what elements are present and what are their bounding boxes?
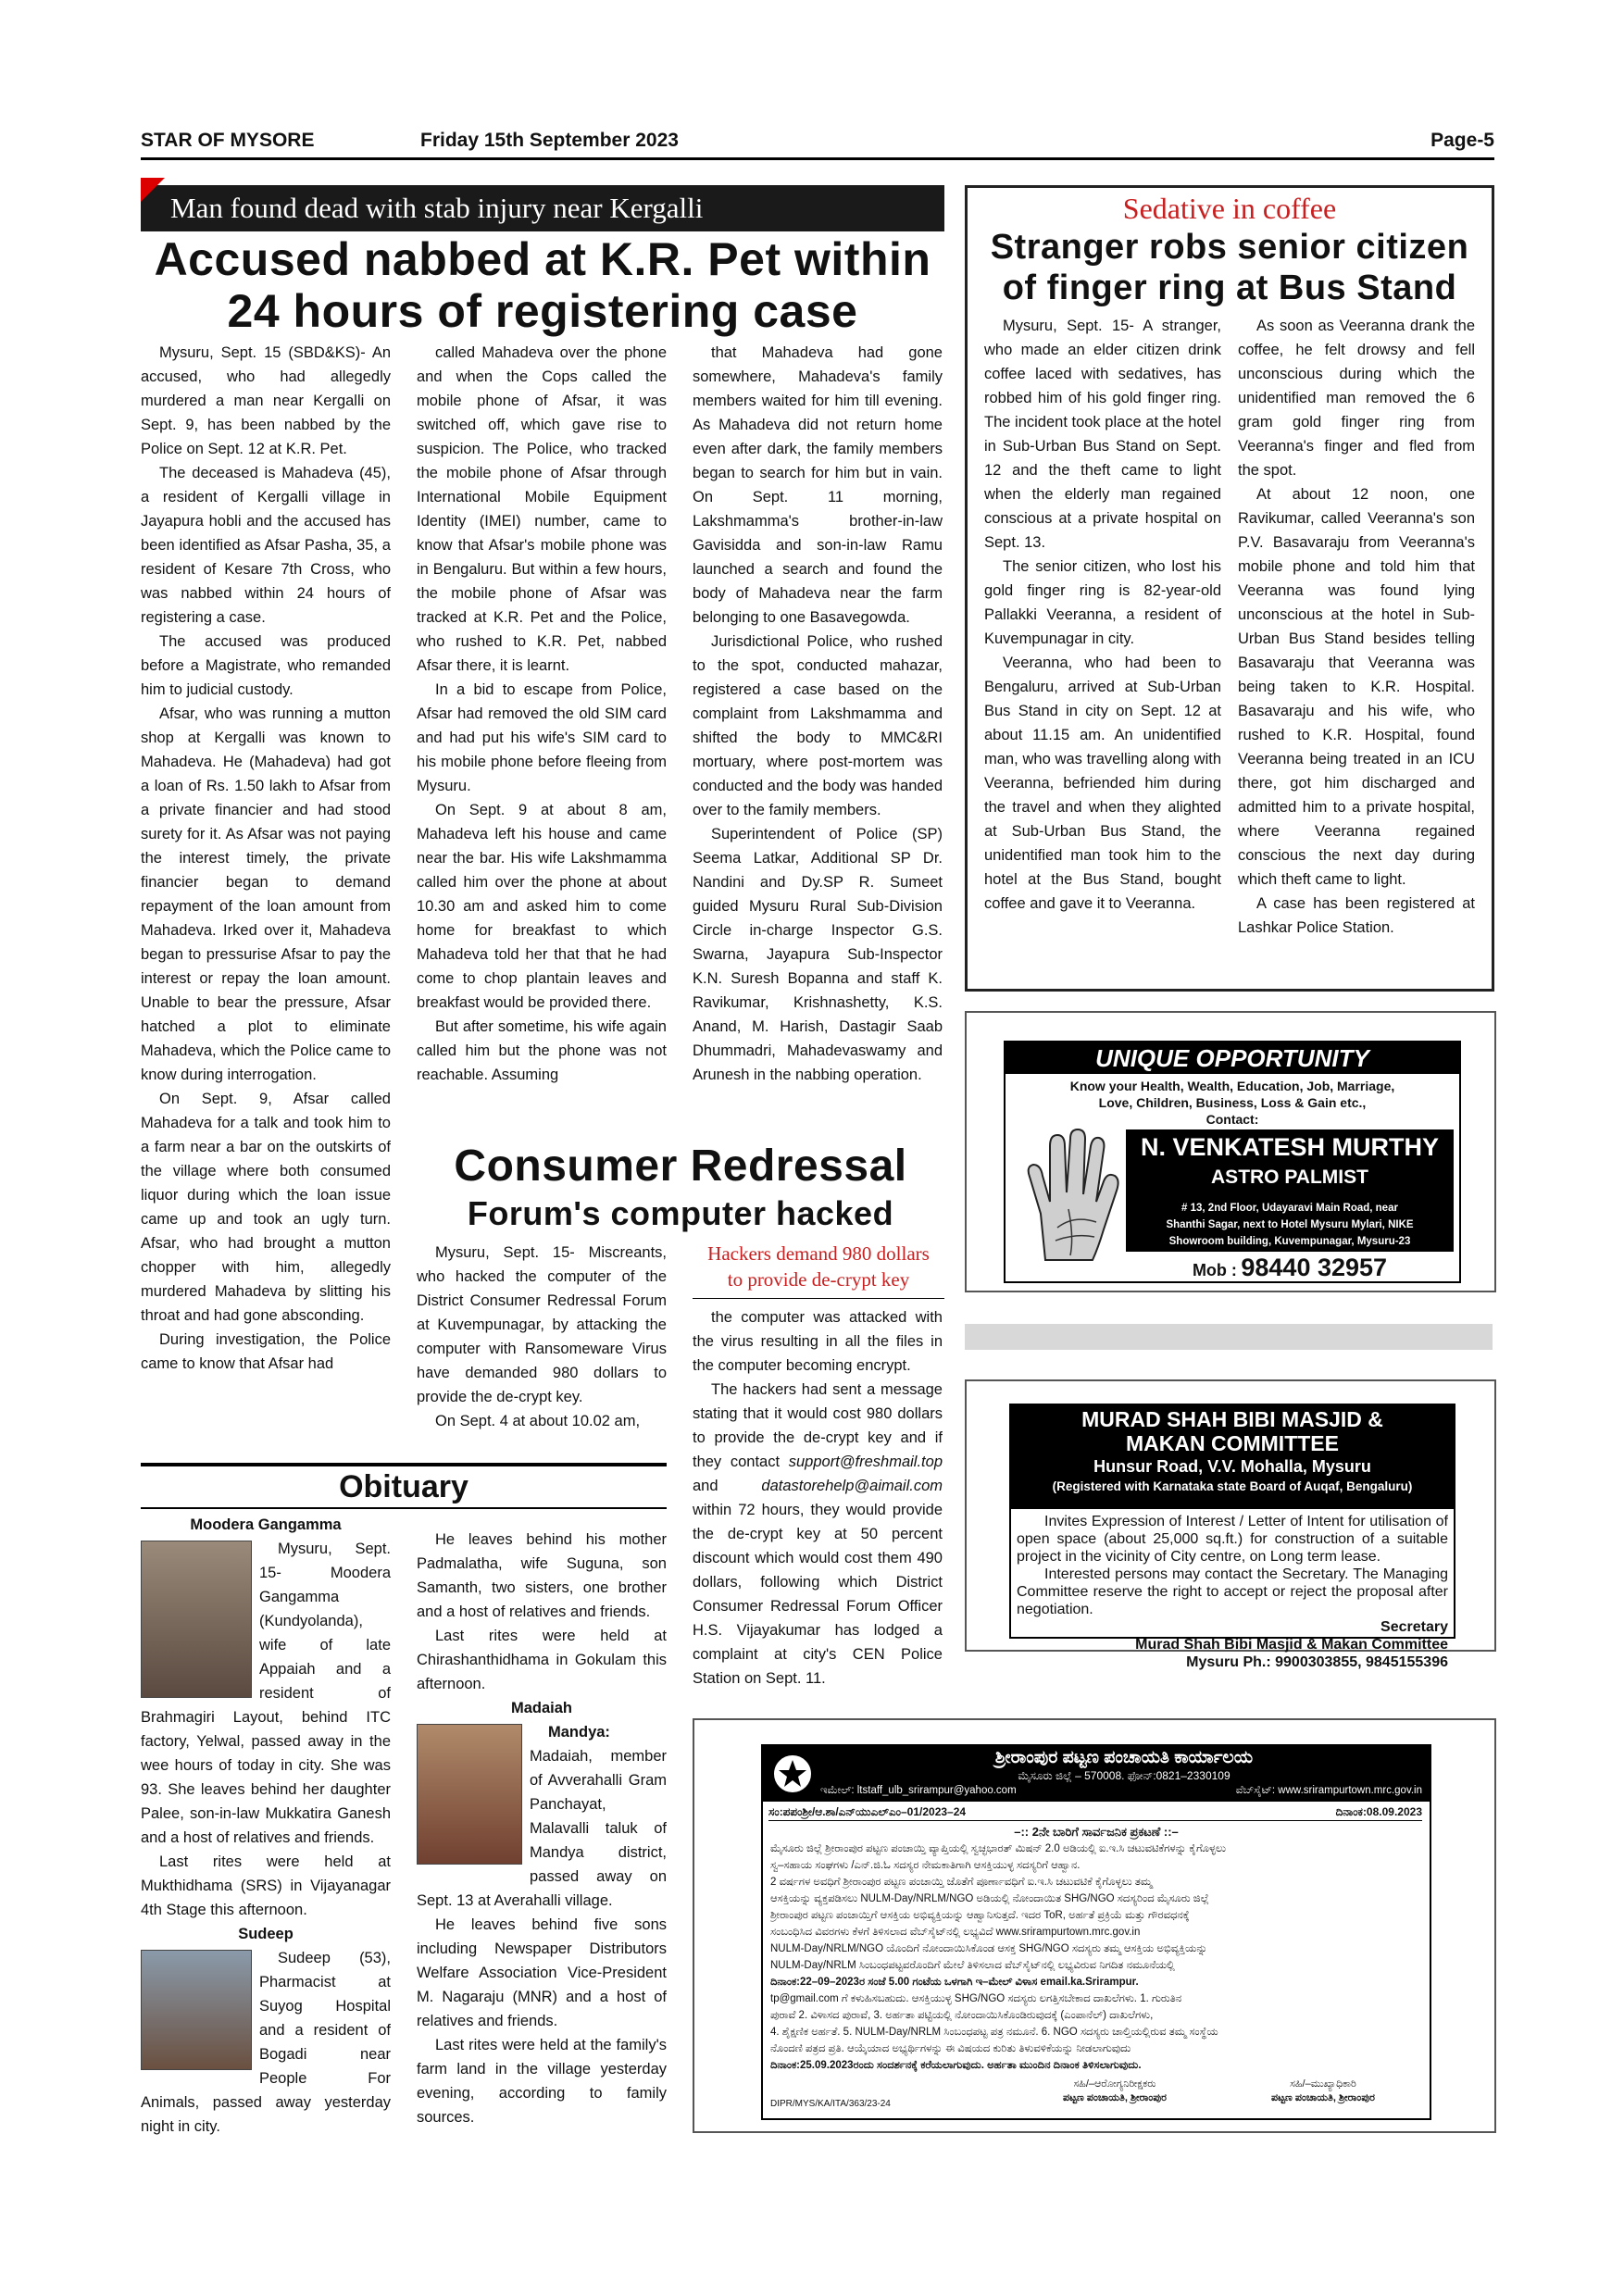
sedative-headline-line1: Stranger robs senior citizen	[990, 228, 1469, 267]
palmist-name: N. VENKATESH MURTHY	[1140, 1133, 1439, 1161]
kannada-email: ಇಮೇಲ್: ltstaff_ulb_srirampur@yahoo.com	[820, 1785, 1017, 1796]
paragraph: that Mahadeva had gone somewhere, Mahadeva's family members waited for him till evening. As Mahadeva did not return home even after dark, the family members began to search for him but in vain. On Sept. 11 morning, Lakshmamma's brother-in-law Gavisidda and son-in-law Ramu launched a search and found the body of Mahadeva near the farm belonging to one Basavegowda.	[693, 344, 943, 626]
paragraph: At about 12 noon, one Ravikumar, called Veeranna's son P.V. Basavaraju from Veeranna's mobile phone and told him that Veeranna was found lying unconscious at the hotel in Sub-Urban Bus Stand besides telling Basavaraju that Veeranna was being taken to K.R. Hospital. Basavaraju and his wife, who rushed to K.R. Hospital, found Veeranna being treated in an ICU there, got him discharged and admitted him to a private hospital, where Veeranna regained conscious the next day during which theft came to light.	[1238, 486, 1475, 888]
paragraph: Mysuru, Sept. 15- Miscreants, who hacked the computer of the District Consumer Redressal Forum at Kuvempunagar, by attacking the computer with Ransomeware Virus have demanded 980 dollars to provide the de-crypt key.	[417, 1244, 667, 1405]
paragraph: Mysuru, Sept. 15 (SBD&KS)- An accused, who had allegedly murdered a man near Kergalli on Sept. 9, has been nabbed by the Police on Sept. 12 at K.R. Pet.	[141, 344, 391, 457]
consumer-headline: Consumer Redressal	[454, 1142, 907, 1191]
paragraph: The accused was produced before a Magistrate, who remanded him to judicial custody.	[141, 633, 391, 698]
consumer-strapline	[693, 1241, 944, 1299]
paragraph: The deceased is Mahadeva (45), a resident of Kergalli village in Jayapura hobli and the accused has been identified as Afsar Pasha, 35, a resident of Kesare 7th Cross, who was nabbed within 24 hours of registering a case.	[141, 465, 391, 626]
lead-headline-line1: Accused nabbed at K.R. Pet within	[154, 233, 931, 285]
palmist-inner	[1004, 1041, 1461, 1283]
kannada-reference: ಸಂ:ಪಪಂಶ್ರೀ/ಆ.ಶಾ/ಎನ್‌ಯುಎಲ್‌ಎಂ–01/2023–24	[768, 1805, 967, 1818]
notice-line: NULM-Day/NRLM/NGO ಯೊಂದಿಗೆ ನೋಂದಾಯಿಸಿಕೊಂಡ ಆಸಕ್ತ SHG/NGO ಸದಸ್ಯರು ತಮ್ಮ ಆಸಕ್ತಿಯ ಅಭಿವ್ಯಕ್ತಿಯನ್ನು	[770, 1943, 1207, 1954]
notice-line: 2 ವರ್ಷಗಳ ಅವಧಿಗೆ ಶ್ರೀರಾಂಪುರ ಪಟ್ಟಣ ಪಂಚಾಯ್ತಿ ಜೊತೆಗೆ ಪೂರ್ಣಾವಧಿಗೆ ಐ.ಇ.ಸಿ ಚಟುವಟಿಕೆ ಕೈಗೊಳ್ಳಲು ತಮ್ಮ	[770, 1877, 1153, 1888]
kannada-notice-title: –:: 2ನೇ ಬಾರಿಗೆ ಸಾರ್ವಜನಿಕ ಪ್ರಕಟಣೆ ::–	[1014, 1825, 1179, 1839]
paragraph: Superintendent of Police (SP) Seema Latkar, Additional SP Dr. Nandini and Dy.SP R. Sumeet guided Mysuru Rural Sub-Division Circle in-charge Inspector G.S. Swarna, Jayapura Sub-Inspector K.N. Suresh Bopanna and staff K. Ravikumar, Krishnashetty, K.S. Anand, M. Harish, Dastagir Saab Dhummadri, Mahadevaswamy and Arunesh in the nabbing operation.	[693, 826, 943, 1083]
masjid-inner	[1009, 1404, 1455, 1670]
masjid-title-block	[1011, 1405, 1454, 1509]
paragraph: Veeranna, who had been to Bengaluru, arrived at Sub-Urban Bus Stand in city on Sept. 12 at about 11.15 am. An unidentified man, who was travelling along with Veeranna, befriended him during the travel and when they alighted at Sub-Urban Bus Stand, the unidentified man took him to the hotel at the Bus Stand, bought coffee and gave it to Veeranna.	[984, 655, 1221, 912]
page-header	[141, 130, 1494, 160]
obituary-name: Madaiah	[510, 1700, 573, 1716]
obituary-photo	[141, 1950, 252, 2070]
palmist-tagline	[1006, 1078, 1459, 1128]
notice-line: ದಿನಾಂಕ:25.09.2023ರಂದು ಸಂದರ್ಶನಕ್ಕೆ ಕರೆಯಲಾಗುವುದು. ಅರ್ಹತಾ ಮುಂದಿನ ದಿನಾಂಕ ತಿಳಿಸಲಾಗುವುದು.	[770, 2060, 1142, 2071]
palmist-tagline-1: Know your Health, Wealth, Education, Job, Marriage,	[1069, 1079, 1395, 1093]
sign-left-title: ಸಹಿ/–ಆರೋಗ್ಯನಿರೀಕ್ಷಕರು	[1073, 2078, 1156, 2090]
paragraph: Afsar, who was running a mutton shop at Kergalli was known to Mahadeva. He (Mahadeva) had got a loan of Rs. 1.50 lakh to Afsar from a private financier and had stood surety for it. As Afsar was not paying the interest timely, the private financier began to demand repayment of the loan amount from Mahadeva. Irked over it, Mahadeva began to pressurise Afsar to pay the interest or repay the loan amount. Unable to bear the pressure, Afsar hatched a plot to eliminate Mahadeva, which the Police came to know during interrogation.	[141, 705, 391, 1083]
kannada-sign-left	[1022, 2078, 1207, 2105]
kannada-sign-right	[1226, 2078, 1420, 2105]
notice-line: ಪುರಾವೆ 2. ವಿಳಾಸದ ಪುರಾವೆ, 3. ಅರ್ಹತಾ ಪಟ್ಟಿಯಲ್ಲಿ ನೋಂದಾಯಿಸಿಕೊಂಡಿರುವುದಕ್ಕೆ (ಎಂಪಾನೆಲ್) ದಾಖಲೆಗಳು,	[770, 2010, 1154, 2021]
paragraph: the computer was attacked with the virus resulting in all the files in the computer becoming encrypt.	[693, 1309, 943, 1374]
kannada-notice-inner	[761, 1744, 1431, 2120]
sedative-headline	[968, 227, 1492, 308]
palmist-address-2: Shanthi Sagar, next to Hotel Mysuru Mylari, NIKE	[1166, 1219, 1414, 1230]
text-run: within 72 hours, they would provide the de-crypt key at 50 percent discount which would cost them 490 dollars, following which District Consumer Redressal Forum Officer H.S. Vijayakumar has lodged a complaint at city's CEN Police Station on Sept. 11.	[693, 1502, 943, 1687]
page-number: Page-5	[1430, 130, 1494, 151]
sedative-column-1	[984, 314, 1221, 916]
consumer-column-1	[417, 1241, 667, 1433]
obituary-photo	[141, 1541, 252, 1698]
kannada-ref-row	[768, 1803, 1422, 1821]
paragraph: On Sept. 9 at about 8 am, Mahadeva left his house and came near the bar. His wife Lakshmamma called him over the phone at about 10.30 am and asked him to come home for breakfast to which Mahadeva told her that that he had come to chop plantain leaves and breakfast would be provided there.	[417, 802, 667, 1011]
lead-kicker-text: Man found dead with stab injury near Kergalli	[170, 192, 704, 224]
paragraph: But after sometime, his wife again called him but the phone was not reachable. Assuming	[417, 1018, 667, 1083]
masjid-address: Hunsur Road, V.V. Mohalla, Mysuru	[1093, 1457, 1371, 1476]
sign-left-office: ಪಟ್ಟಣ ಪಂಚಾಯತಿ, ಶ್ರೀರಾಂಪುರ	[1063, 2092, 1167, 2103]
paragraph: As soon as Veeranna drank the coffee, he felt drowsy and fell unconscious during which the unidentified man removed the 6 gram gold finger ring from Veeranna's finger and fled from the spot.	[1238, 318, 1475, 479]
notice-line: ಶ್ರೀರಾಂಪುರ ಪಟ್ಟಣ ಪಂಚಾಯ್ತಿಗೆ ಆಸಕ್ತಿಯ ಅಭಿವ್ಯಕ್ತಿಯನ್ನು ಆಹ್ವಾನಿಸುತ್ತದೆ. ಇದರ ToR, ಅರ್ಹತೆ ಪ್ರಕ್ರಿಯೆ ಮತ್ತು ಗೌರವಧನಕ್ಕೆ	[770, 1910, 1190, 1921]
palmist-mobile	[1126, 1254, 1454, 1282]
lead-column-3	[693, 341, 943, 1087]
obituary-column-2	[417, 1528, 667, 2129]
paragraph: Mysuru, Sept. 15- A stranger, who made an elder citizen drink coffee laced with sedatives, has robbed him of his gold finger ring. The incident took place at the hotel in Sub-Urban Bus Stand on Sept. 12 and the theft came to light when the elderly man regained conscious at a private hospital on Sept. 13.	[984, 318, 1221, 551]
notice-line: NULM-Day/NRLM ಸಿಂಬಂಧಪಟ್ಟವರೊಂದಿಗೆ ಮೇಲೆ ತಿಳಿಸಲಾದ ವೆಬ್‌ಸೈಟ್‌ನಲ್ಲಿ ಲಭ್ಯವಿರುವ ನಿಗದಿತ ನಮೂನೆಯಲ್ಲಿ	[770, 1960, 1175, 1971]
palmist-title: ASTRO PALMIST	[1211, 1167, 1368, 1188]
notice-line: ಆಸಕ್ತಿಯನ್ನು ವ್ಯಕ್ತಪಡಿಸಲು NULM-Day/NRLM/NGO ಅಡಿಯಲ್ಲಿ ನೋಂದಾಯಿತ SHG/NGO ಸದಸ್ಯರಿಂದ ಮೈಸೂರು ಜಿಲ್ಲೆ	[770, 1893, 1209, 1904]
lead-column-1	[141, 341, 391, 1376]
obituary-title: Obituary	[339, 1469, 468, 1504]
consumer-strapline-2: to provide de-crypt key	[727, 1268, 910, 1291]
paragraph: On Sept. 4 at about 10.02 am,	[435, 1413, 641, 1429]
masjid-body	[1017, 1513, 1448, 1671]
kannada-website: ವೆಬ್‌ಸೈಟ್: www.srirampurtown.mrc.gov.in	[1235, 1785, 1422, 1796]
kannada-date: ದಿನಾಂಕ:08.09.2023	[1335, 1805, 1422, 1818]
palmist-name-block	[1126, 1129, 1454, 1200]
kannada-district: ಮೈಸೂರು ಜಿಲ್ಲೆ – 570008. ಫೋನ್:0821–2330109	[1018, 1769, 1230, 1782]
kannada-notice-header	[763, 1746, 1430, 1802]
masjid-signatory: Secretary	[1380, 1619, 1448, 1635]
masjid-advert	[965, 1379, 1496, 1670]
kannada-notice-body	[770, 1841, 1422, 2074]
lead-headline	[141, 233, 944, 337]
notice-line: tp@gmail.com ಗೆ ಕಳುಹಿಸಬಹುದು. ಆಸಕ್ತಿಯುಳ್ಳ SHG/NGO ಸದಸ್ಯರು ಲಗತ್ತಿಸಬೇಕಾದ ದಾಖಲೆಗಳು. 1. ಗುರುತಿನ	[770, 1993, 1182, 2004]
email-address: support@freshmail.top	[788, 1454, 943, 1470]
obituary-photo	[417, 1724, 522, 1865]
palmist-address	[1126, 1200, 1454, 1252]
consumer-strapline-1: Hackers demand 980 dollars	[707, 1242, 930, 1265]
paragraph: A case has been registered at Lashkar Police Station.	[1238, 895, 1475, 936]
sedative-column-2	[1238, 314, 1475, 940]
lead-column-2	[417, 341, 667, 1087]
kannada-notice-advert	[693, 1718, 1496, 2133]
paragraph: He leaves behind five sons including Newspaper Distributors Welfare Association Vice-President M. Nagaraju (MNR) and a host of relatives and friends.	[417, 1916, 667, 2029]
palmist-banner: UNIQUE OPPORTUNITY	[1006, 1042, 1459, 1074]
paragraph: Mysuru, Sept. 15- Moodera Gangamma (Kundyolanda), wife of late Appaiah and a resident of Brahmagiri Layout, behind ITC factory, Yelwal, passed away in the wee hours of today in city. She was 93. She leaves behind her daughter Palee, son-in-law Mukkatira Ganesh and a host of relatives and friends.	[141, 1541, 391, 1846]
sedative-headline-line2: of finger ring at Bus Stand	[1002, 268, 1457, 307]
lead-kicker	[141, 185, 944, 231]
palmist-contact-label: Contact:	[1206, 1112, 1259, 1127]
email-address: datastorehelp@aimail.com	[761, 1478, 943, 1494]
masjid-registration: (Registered with Karnataka state Board of Auqaf, Bengaluru)	[1052, 1479, 1413, 1493]
sign-right-title: ಸಹಿ/–ಮುಖ್ಯಾಧಿಕಾರಿ	[1290, 2078, 1356, 2090]
masjid-signatory-org: Murad Shah Bibi Masjid & Makan Committee	[1135, 1637, 1448, 1653]
paragraph: Jurisdictional Police, who rushed to the spot, conducted mahazar, registered a case based on the complaint from Lakshmamma and shifted the body to MMC&RI mortuary, where post-mortem was conducted and the body was handed over to the family members.	[693, 633, 943, 818]
notice-line: ಮೈಸೂರು ಜಿಲ್ಲೆ ಶ್ರೀರಾಂಪುರ ಪಟ್ಟಣ ಪಂಚಾಯ್ತಿ ವ್ಯಾಪ್ತಿಯಲ್ಲಿ ಸ್ವಚ್ಛಭಾರತ್ ಮಿಷನ್ 2.0 ಅಡಿಯಲ್ಲಿ ಐ.ಇ.ಸಿ ಚಟುವಟಿಕೆಗಳನ್ನು ಕೈಗೊಳ್ಳಲು	[770, 1843, 1227, 1854]
grey-divider	[965, 1324, 1493, 1350]
paragraph: Sudeep (53), Pharmacist at Suyog Hospital and a resident of Bogadi near People For Animals, passed away yesterday night in city.	[141, 1950, 391, 2135]
paragraph: The senior citizen, who lost his gold finger ring is 82-year-old Pallakki Veeranna, a resident of Kuvempunagar in city.	[984, 558, 1221, 647]
consumer-subheadline: Forum's computer hacked	[467, 1194, 894, 1232]
dipr-code: DIPR/MYS/KA/ITA/363/23-24	[770, 2099, 891, 2109]
masjid-body-1: Invites Expression of Interest / Letter of Intent for utilisation of open space (about 25,000 sq.ft.) for construction of a suitable project in the vicinity of City centre, on Long term lease.	[1017, 1514, 1448, 1565]
paper-name: STAR OF MYSORE	[141, 130, 315, 151]
obituary-column-1	[141, 1513, 391, 2139]
notice-line: 4. ಶೈಕ್ಷಣಿಕ ಅರ್ಹತೆ. 5. NULM-Day/NRLM ಸಿಂಬಂಧಪಟ್ಟ ಪತ್ರ ನಮೂನೆ. 6. NGO ಸದಸ್ಯರು ಚಾಲ್ತಿಯಲ್ಲಿರುವ ತಮ್ಮ ಸಂಸ್ಥೆಯ	[770, 2027, 1218, 2038]
kicker-marker	[141, 178, 165, 202]
consumer-column-2	[693, 1305, 943, 1691]
palmist-address-3: Showroom building, Kuvempunagar, Mysuru-23	[1168, 1236, 1411, 1247]
sedative-story-box	[965, 185, 1494, 992]
sign-right-office: ಪಟ್ಟಣ ಪಂಚಾಯತಿ, ಶ್ರೀರಾಂಪುರ	[1271, 2092, 1375, 2103]
paragraph: On Sept. 9, Afsar called Mahadeva for a talk and took him to a farm near a bar on the outskirts of the village where both consumed liquor during which the loan issue came up and took an ugly turn. Afsar, who had brought a mutton chopper with him, allegedly murdered Mahadeva by slitting his throat and had gone absconding.	[141, 1091, 391, 1324]
notice-line: ನೊಂದಣಿ ಪತ್ರದ ಪ್ರತಿ. ಆಯ್ಕೆಯಾದ ಅಭ್ಯರ್ಥಿಗಳನ್ನು ಈ ವಿಷಯದ ಕುರಿತು ತಿಳುವಳಿಕೆಯನ್ನು ನೀಡಲಾಗುವುದು	[770, 2043, 1131, 2054]
masjid-title-1: MURAD SHAH BIBI MASJID &	[1081, 1407, 1383, 1431]
dateline-place: Mandya:	[548, 1724, 610, 1741]
mobile-number: 98440 32957	[1241, 1254, 1388, 1281]
sedative-kicker: Sedative in coffee	[1122, 192, 1337, 225]
paragraph	[693, 1378, 943, 1691]
lead-headline-line2: 24 hours of registering case	[227, 285, 858, 337]
notice-line: ಸಂಬಂಧಿಸಿದ ವಿವರಗಳು ಕೆಳಗೆ ತಿಳಿಸಲಾದ ವೆಬ್‌ಸೈಟ್‌ನಲ್ಲಿ ಲಭ್ಯವಿದೆ www.srirampurtown.mrc.gov.in	[770, 1927, 1141, 1938]
paragraph: He leaves behind his mother Padmalatha, wife Suguna, son Samanth, two sisters, one brother and a host of relatives and friends.	[417, 1531, 667, 1620]
obituary-name: Sudeep	[238, 1926, 294, 1942]
masjid-title-2: MAKAN COMMITTEE	[1126, 1431, 1339, 1455]
paragraph: Last rites were held at Mukthidhama (SRS) in Vijayanagar 4th Stage this afternoon.	[141, 1853, 391, 1918]
issue-date: Friday 15th September 2023	[420, 130, 679, 151]
paragraph: Last rites were held at Chirashanthidhama in Gokulam this afternoon.	[417, 1628, 667, 1692]
obituary-header	[141, 1463, 667, 1509]
palmist-address-1: # 13, 2nd Floor, Udayaravi Main Road, near	[1181, 1203, 1398, 1214]
notice-line: ಸ್ವ–ಸಹಾಯ ಸಂಘಗಳು /ಎನ್.ಜಿ.ಓ ಸದಸ್ಯರ ನೇಮಕಾತಿಗಾಗಿ ಆಸಕ್ತಿಯುಳ್ಳ ಸದಸ್ಯರಿಗೆ ಆಹ್ವಾನ.	[770, 1860, 1081, 1871]
paragraph: Last rites were held at the family's farm land in the village yesterday evening, according to family sources.	[417, 2037, 667, 2126]
obituary-name: Moodera Gangamma	[190, 1516, 342, 1533]
palmist-advert	[965, 1011, 1496, 1292]
text-run: The hackers had sent a message stating that it would cost 980 dollars to provide the de-crypt key and if they contact	[693, 1381, 943, 1470]
text-run: and	[693, 1478, 762, 1494]
kannada-office-name: ಶ್ರೀರಾಂಪುರ ಪಟ್ಟಣ ಪಂಚಾಯತಿ ಕಾರ್ಯಾಲಯ	[994, 1748, 1254, 1767]
palmist-tagline-2: Love, Children, Business, Loss & Gain etc.,	[1098, 1095, 1367, 1110]
masjid-phone: Mysuru Ph.: 9900303855, 9845155396	[1186, 1654, 1448, 1670]
paragraph: In a bid to escape from Police, Afsar had removed the old SIM card and had put his wife's SIM card to his mobile phone before fleeing from Mysuru.	[417, 681, 667, 794]
mobile-label: Mob :	[1192, 1261, 1237, 1279]
paragraph: called Mahadeva over the phone and when the Cops called the mobile phone of Afsar, it was switched off, which gave rise to suspicion. The Police, who tracked the mobile phone of Afsar through International Mobile Equipment Identity (IMEI) number, came to know that Afsar's mobile phone was in Bengaluru. But within a few hours, the mobile phone of Afsar was tracked at K.R. Pet and the Police, who rushed to K.R. Pet, nabbed Afsar there, it is learnt.	[417, 344, 667, 674]
paragraph: During investigation, the Police came to know that Afsar had	[141, 1331, 391, 1372]
emblem-icon	[770, 1752, 815, 1796]
notice-line: ದಿನಾಂಕ:22–09–2023ರ ಸಂಜೆ 5.00 ಗಂಟೆಯ ಒಳಗಾಗಿ ಇ–ಮೇಲ್ ವಿಳಾಸ email.ka.Srirampur.	[770, 1977, 1139, 1988]
text-run: Madaiah, member of Avverahalli Gram Panchayat, Malavalli taluk of Mandya district, passed away on Sept. 13 at Averahalli village.	[417, 1748, 667, 1909]
masjid-body-2: Interested persons may contact the Secretary. The Managing Committee reserve the right to accept or reject the proposal after negotiation.	[1017, 1566, 1448, 1617]
palm-hand-icon	[1013, 1126, 1124, 1265]
